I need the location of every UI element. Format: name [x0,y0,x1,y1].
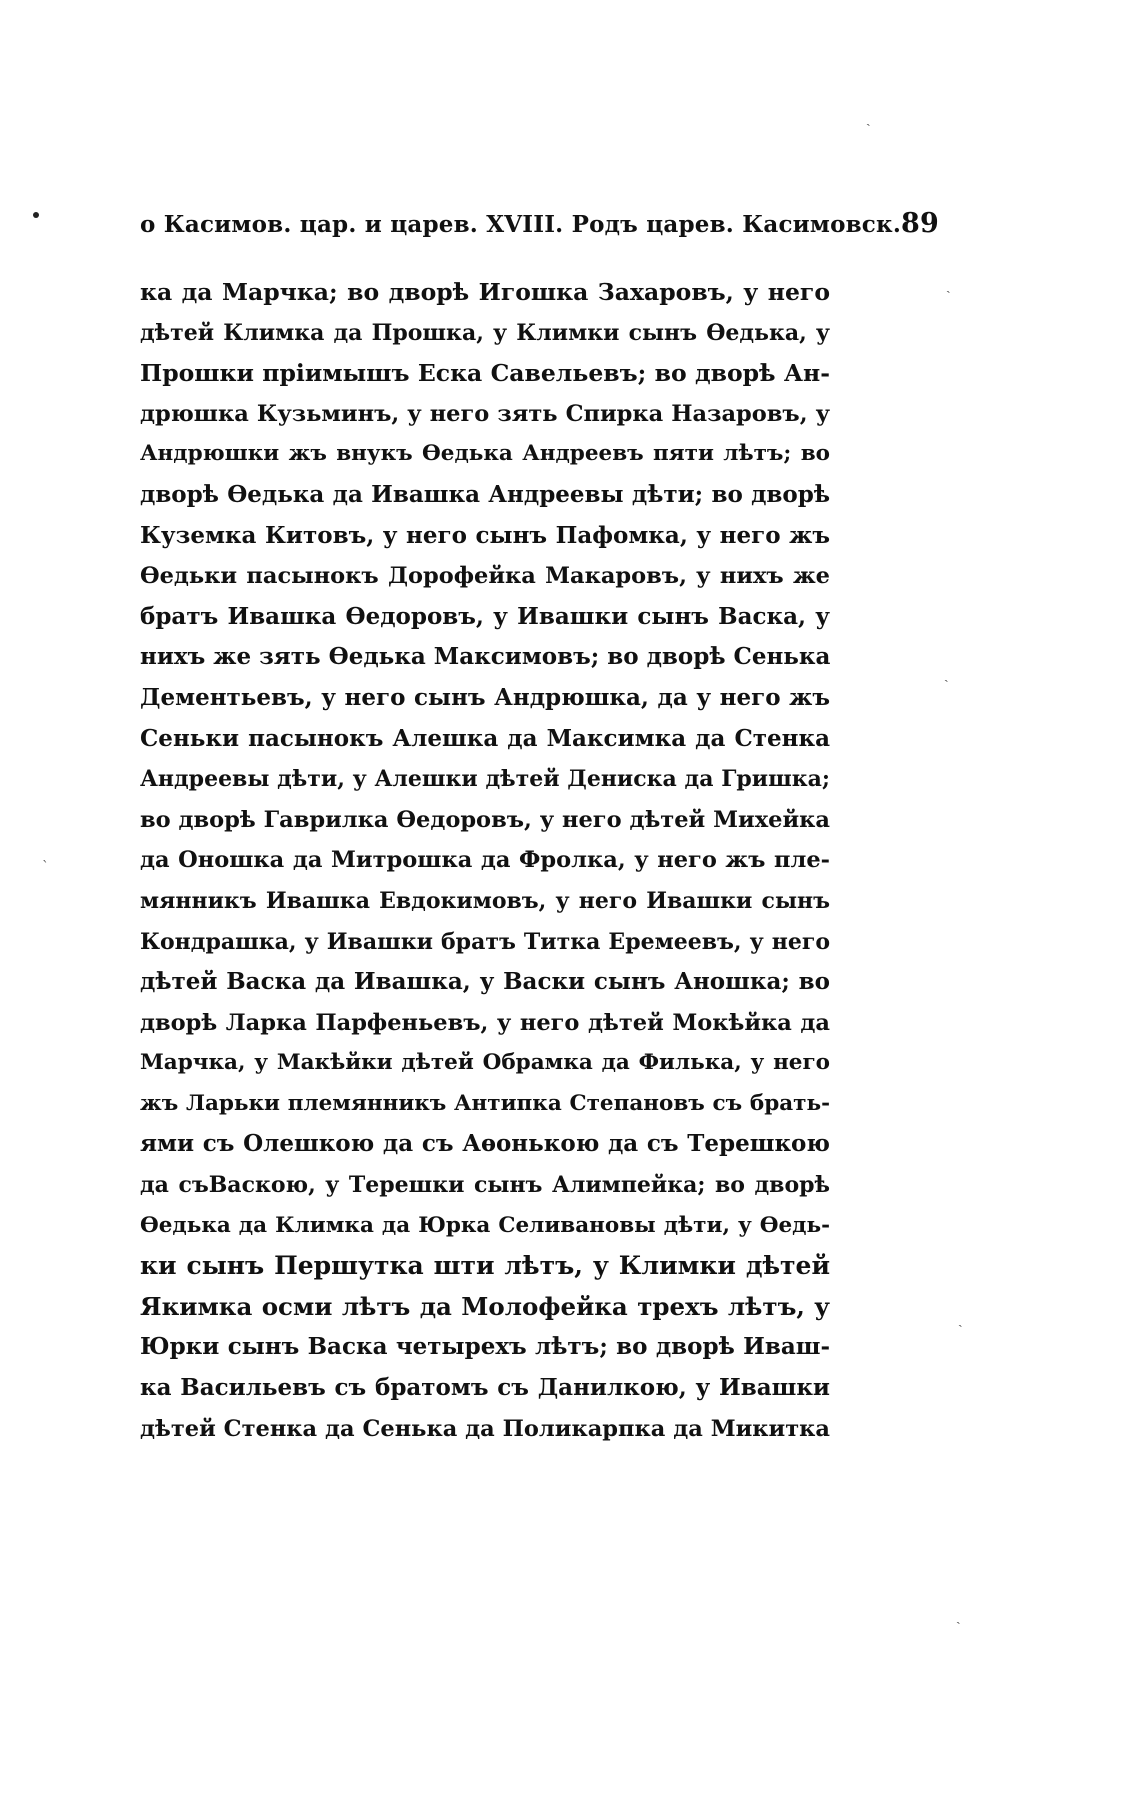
text-line: Кондрашка, у Ивашки братъ Титка Еремеевъ, у него [140,928,830,955]
text-line: Марчка, у Макѣйки дѣтей Обрамка да Филька, у него [140,1050,830,1076]
text-line: Андрюшки жъ внукъ Ѳедька Андреевъ пяти лѣтъ; во [140,441,830,467]
running-head [140,208,940,239]
text-line: да Оношка да Митрошка да Фролка, у него жъ пле- [140,847,830,874]
text-line: братъ Ивашка Ѳедоровъ, у Ивашки сынъ Васка, у [140,602,830,630]
text-line: Куземка Китовъ, у него сынъ Пафомка, у него жъ [140,521,830,549]
body-text [140,272,830,1449]
text-line: Якимка осми лѣтъ да Молофейка трехъ лѣтъ, у [140,1291,830,1321]
text-line: Прошки пріимышъ Еска Савельевъ; во дворѣ Ан- [140,359,830,388]
margin-speck: ˏ [946,278,951,294]
text-line: да съВаскою, у Терешки сынъ Алимпейка; во дворѣ [140,1172,830,1199]
text-line: Андреевы дѣти, у Алешки дѣтей Дениска да Гришка; [140,766,830,793]
text-line: Дементьевъ, у него сынъ Андрюшка, да у него жъ [140,683,830,711]
text-line: ями съ Олешкою да съ Аѳонькою да съ Терешкою [140,1130,830,1158]
text-line: дрюшка Кузьминъ, у него зять Спирка Назаровъ, у [140,400,830,427]
margin-speck: ˏ [866,111,871,127]
margin-speck: ˏ [958,1312,963,1328]
text-line: Ѳедьки пасынокъ Дорофейка Макаровъ, у нихъ же [140,563,830,590]
margin-speck: ˋ [42,859,49,875]
text-line: дѣтей Васка да Ивашка, у Васки сынъ Аношка; во [140,968,830,996]
text-line: во дворѣ Гаврилка Ѳедоровъ, у него дѣтей Михейка [140,806,830,833]
text-line: нихъ же зять Ѳедька Максимовъ; во дворѣ Сенька [140,643,831,671]
margin-speck: ˏ [944,667,949,683]
text-line: дворѣ Ларка Парфеньевъ, у него дѣтей Мокѣйка да [140,1009,830,1036]
text-line: Ѳедька да Климка да Юрка Селивановы дѣти, у Ѳедь- [140,1212,830,1238]
text-line: ка Васильевъ съ братомъ съ Данилкою, у Ивашки [140,1374,830,1402]
text-line: Юрки сынъ Васка четырехъ лѣтъ; во дворѣ Иваш- [140,1333,830,1361]
margin-speck [33,212,39,218]
text-line: мянникъ Ивашка Евдокимовъ, у него Ивашки сынъ [140,887,830,914]
text-line: ки сынъ Першутка шти лѣтъ, у Климки дѣтей [140,1251,830,1281]
text-line: жъ Ларьки племянникъ Антипка Степановъ съ брать- [140,1090,830,1116]
margin-speck: ˏ [956,1609,961,1625]
text-line: Сеньки пасынокъ Алешка да Максимка да Стенка [140,724,830,752]
text-line: ка да Марчка; во дворѣ Игошка Захаровъ, у него [140,278,830,306]
text-line: дѣтей Климка да Прошка, у Климки сынъ Ѳедька, у [140,319,830,346]
page-number: 89 [901,208,940,239]
running-title: о Касимов. цар. и царев. XVIII. Родъ царев. Касимовск. [140,211,902,238]
text-line: дѣтей Стенка да Сенька да Поликарпка да Микитка [140,1415,830,1442]
text-line: дворѣ Ѳедька да Ивашка Андреевы дѣти; во дворѣ [140,480,830,508]
